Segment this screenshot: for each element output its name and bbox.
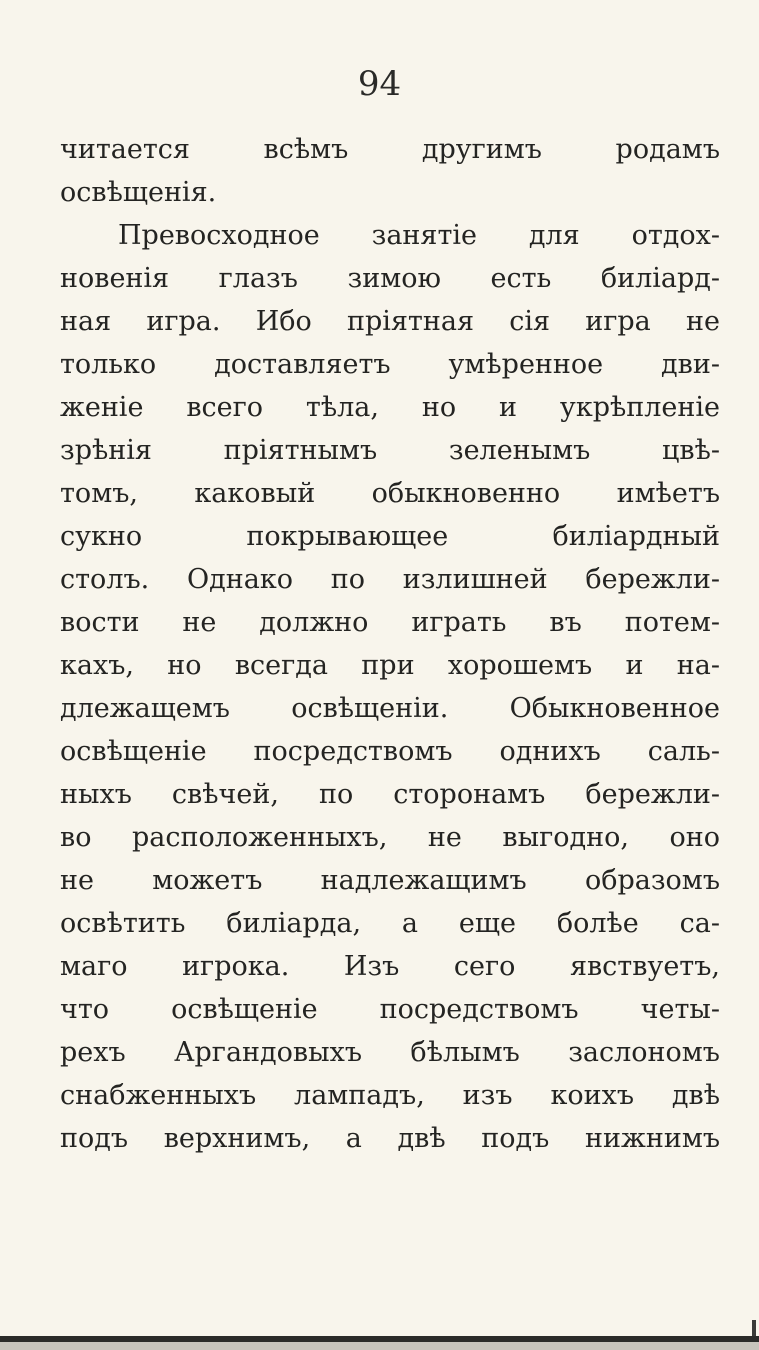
text-line: ныхъ свѣчей, по сторонамъ бережли- [60, 779, 720, 810]
text-line: вости не должно играть въ потем- [60, 607, 720, 638]
text-line: женіе всего тѣла, но и укрѣпленіе [60, 392, 720, 423]
text-line: что освѣщеніе посредствомъ четы- [60, 994, 720, 1025]
text-line: читается всѣмъ другимъ родамъ [60, 134, 720, 165]
text-line: во расположенныхъ, не выгодно, оно [60, 822, 720, 853]
text-line: Превосходное занятіе для отдох- [118, 220, 720, 251]
text-line: освѣщеніе посредствомъ однихъ саль- [60, 736, 720, 767]
text-line: освѣтить биліарда, а еще болѣе са- [60, 908, 720, 939]
text-line: подъ верхнимъ, а двѣ подъ нижнимъ [60, 1123, 720, 1154]
text-line: ная игра. Ибо пріятная сія игра не [60, 306, 720, 337]
page-number: 94 [357, 64, 402, 104]
text-line: не можетъ надлежащимъ образомъ [60, 865, 720, 896]
text-line: маго игрока. Изъ сего явствуетъ, [60, 951, 720, 982]
text-line: зрѣнія пріятнымъ зеленымъ цвѣ- [60, 435, 720, 466]
body-text [60, 128, 720, 1160]
text-line: столъ. Однако по излишней бережли- [60, 564, 720, 595]
text-line: сукно покрывающее биліардный [60, 521, 720, 552]
text-line: томъ, каковый обыкновенно имѣетъ [60, 478, 720, 509]
text-line: освѣщенія. [60, 177, 217, 208]
text-line: длежащемъ освѣщеніи. Обыкновенное [60, 693, 720, 724]
page-edge [0, 1342, 759, 1350]
text-line: только доставляетъ умѣренное дви- [60, 349, 720, 380]
text-line: снабженныхъ лампадъ, изъ коихъ двѣ [60, 1080, 720, 1111]
text-line: новенія глазъ зимою есть биліард- [60, 263, 720, 294]
text-line: кахъ, но всегда при хорошемъ и на- [60, 650, 720, 681]
text-line: рехъ Аргандовыхъ бѣлымъ заслономъ [60, 1037, 720, 1068]
